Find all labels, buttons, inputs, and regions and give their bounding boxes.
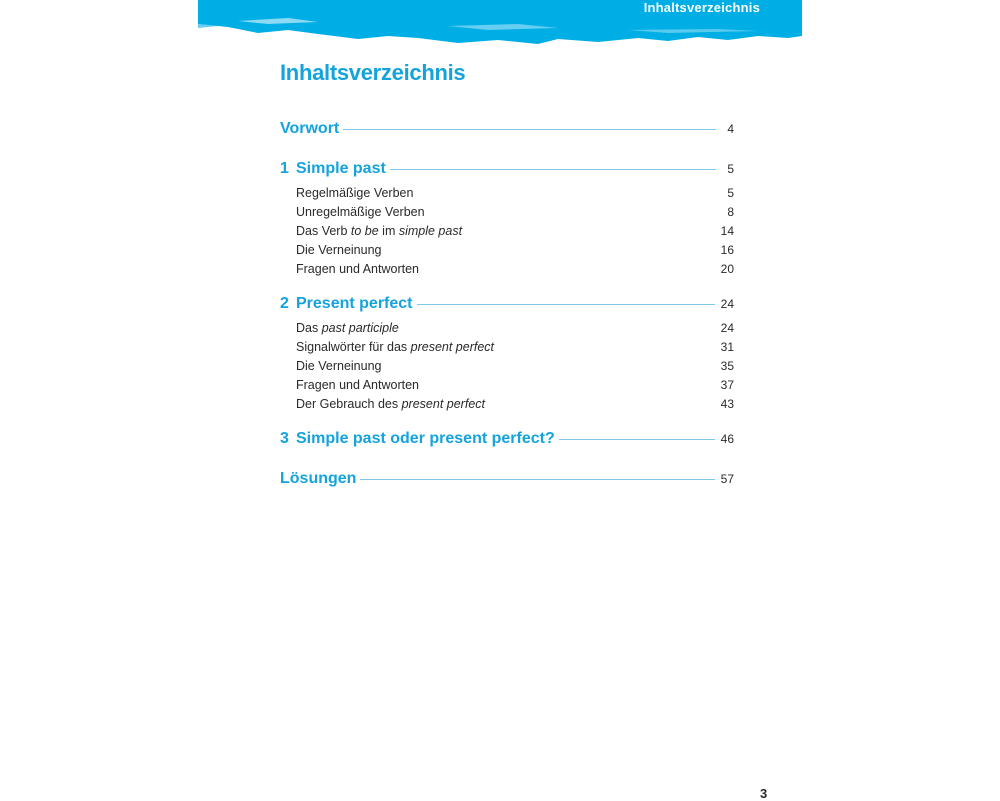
subentry-label: Der Gebrauch des present perfect	[296, 397, 485, 411]
subentry-page: 8	[727, 205, 734, 219]
dot-leader-line	[417, 304, 715, 305]
toc-entry-page: 4	[727, 122, 734, 136]
header-banner	[198, 0, 802, 48]
chapter-number: 1	[280, 160, 289, 177]
dot-leader-line	[390, 169, 716, 170]
toc-subentry[interactable]	[280, 397, 734, 416]
subentry-label: Die Verneinung	[296, 359, 382, 373]
toc-subentry[interactable]	[280, 205, 734, 224]
toc-subentry[interactable]	[280, 224, 734, 243]
subentry-page: 35	[720, 359, 734, 373]
toc-entry-label: Vorwort	[280, 120, 340, 137]
subentry-label: Das Verb to be im simple past	[296, 224, 463, 238]
dot-leader-line	[360, 479, 714, 480]
subentry-label: Unregelmäßige Verben	[296, 205, 425, 219]
toc-subentry[interactable]	[280, 262, 734, 281]
toc-entry-label: Lösungen	[280, 470, 357, 487]
page-title: Inhaltsverzeichnis	[280, 60, 466, 85]
dot-leader-line	[559, 439, 715, 440]
subentry-page: 43	[720, 397, 734, 411]
toc-chapter-2[interactable]	[280, 295, 734, 321]
chapter-title: Present perfect	[296, 295, 413, 312]
toc-subentry[interactable]	[280, 186, 734, 205]
table-of-contents	[280, 120, 734, 496]
subentry-page: 24	[720, 321, 734, 335]
toc-subentry[interactable]	[280, 321, 734, 340]
subentry-page: 14	[720, 224, 734, 238]
subentry-page: 20	[720, 262, 734, 276]
chapter-title: Simple past oder present perfect?	[296, 430, 555, 447]
subentry-page: 37	[720, 378, 734, 392]
toc-subentry[interactable]	[280, 378, 734, 397]
chapter-title: Simple past	[296, 160, 386, 177]
chapter-page: 5	[727, 162, 734, 176]
subentry-label: Das past participle	[296, 321, 399, 335]
subentry-label: Regelmäßige Verben	[296, 186, 414, 200]
toc-subentry[interactable]	[280, 359, 734, 378]
subentry-label: Fragen und Antworten	[296, 262, 419, 276]
chapter-number: 2	[280, 295, 289, 312]
toc-entry-loesungen[interactable]	[280, 470, 734, 496]
toc-subentry[interactable]	[280, 243, 734, 262]
chapter-page: 24	[720, 297, 734, 311]
chapter-number: 3	[280, 430, 289, 447]
toc-chapter-3[interactable]	[280, 430, 734, 456]
dot-leader-line	[343, 129, 716, 130]
subentry-page: 5	[727, 186, 734, 200]
page-number: 3	[760, 786, 768, 801]
subentry-label: Signalwörter für das present perfect	[296, 340, 495, 354]
chapter-page: 46	[720, 432, 734, 446]
subentry-page: 16	[720, 243, 734, 257]
toc-entry-page: 57	[720, 472, 734, 486]
header-section-title: Inhaltsverzeichnis	[643, 0, 760, 15]
toc-entry-vorwort[interactable]	[280, 120, 734, 146]
subentry-page: 31	[720, 340, 734, 354]
toc-chapter-1[interactable]	[280, 160, 734, 186]
subentry-label: Die Verneinung	[296, 243, 382, 257]
subentry-label: Fragen und Antworten	[296, 378, 419, 392]
toc-subentry[interactable]	[280, 340, 734, 359]
